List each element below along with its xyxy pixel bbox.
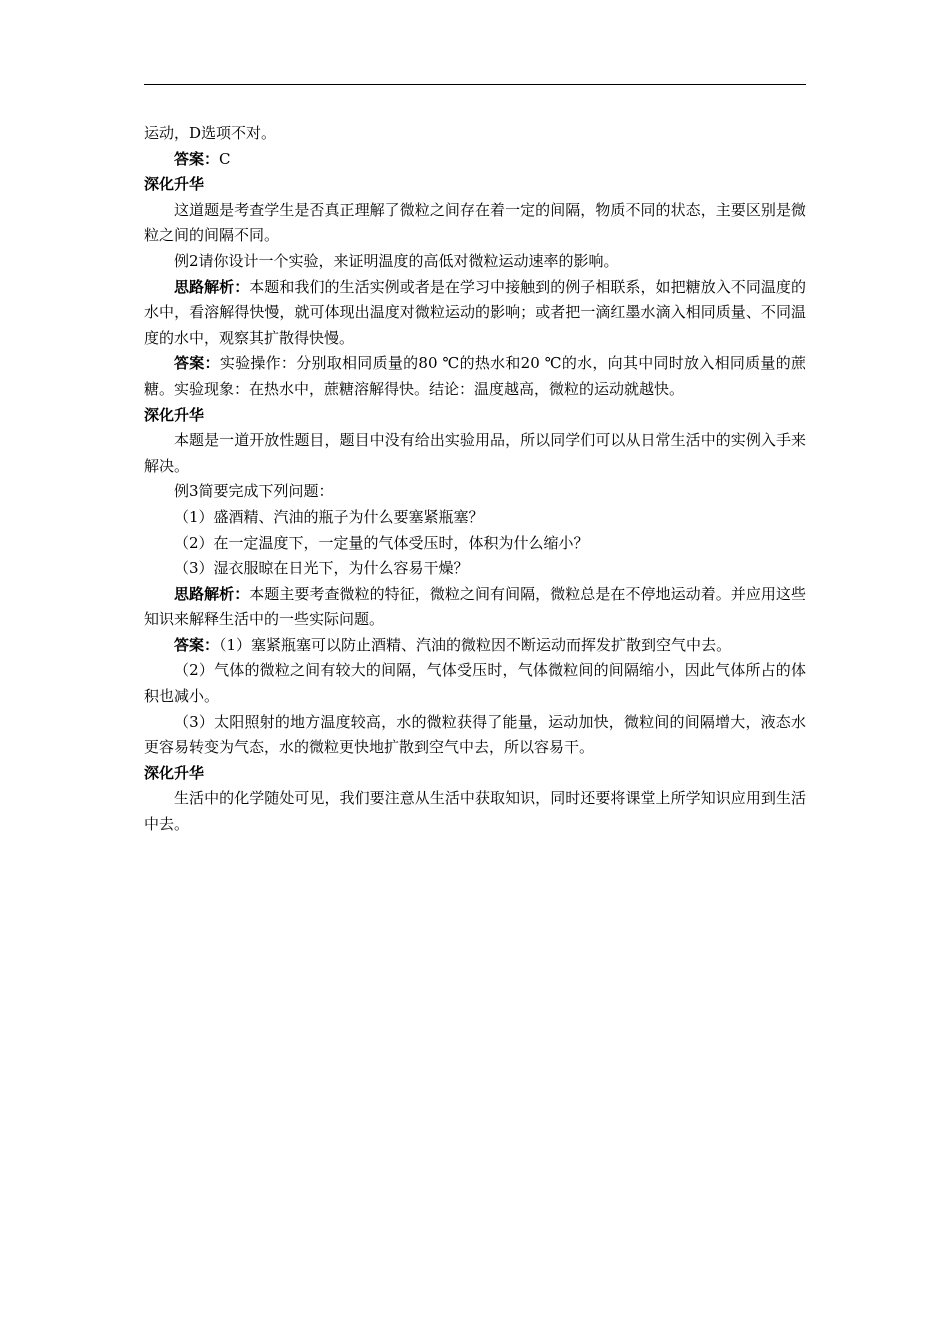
analysis-label: 思路解析： [174, 584, 250, 603]
section-heading: 深化升华 [144, 175, 205, 194]
example-question: 例3简要完成下列问题： [174, 482, 334, 501]
text-line: 运动，D选项不对。 [144, 124, 277, 142]
sub-question: （3）湿衣服晾在日光下，为什么容易干燥？ [174, 559, 469, 578]
answer-paragraph [144, 351, 806, 402]
analysis-paragraph [144, 275, 806, 352]
sub-question: （1）盛酒精、汽油的瓶子为什么要塞紧瓶塞？ [174, 507, 484, 526]
answer-label: 答案： [174, 354, 220, 373]
answer-paragraph: （2）气体的微粒之间有较大的间隔，气体受压时，气体微粒间的间隔缩小，因此气体所占的体积也减小。 [144, 661, 806, 706]
analysis-text: 本题和我们的生活实例或者是在学习中接触到的例子相联系，如把糖放入不同温度的水中，看溶解得快慢，就可体现出温度对微粒运动的影响；或者把一滴红墨水滴入相同质量、不同温度的水中，观察其扩散得快慢。 [144, 277, 806, 347]
answer-text: （1）塞紧瓶塞可以防止酒精、汽油的微粒因不断运动而挥发扩散到空气中去。 [219, 635, 732, 654]
header-rule [144, 84, 806, 85]
section-heading: 深化升华 [144, 763, 205, 782]
paragraph: 这道题是考查学生是否真正理解了微粒之间存在着一定的间隔，物质不同的状态，主要区别是微粒之间的间隔不同。 [144, 200, 806, 245]
analysis-text: 本题主要考查微粒的特征，微粒之间有间隔，微粒总是在不停地运动着。并应用这些知识来解释生活中的一些实际问题。 [144, 584, 806, 629]
analysis-paragraph [144, 582, 806, 633]
answer-line [144, 147, 806, 173]
paragraph: 本题是一道开放性题目，题目中没有给出实验用品，所以同学们可以从日常生活中的实例入手来解决。 [144, 431, 806, 475]
answer-label: 答案： [174, 635, 220, 654]
sub-question: （2）在一定温度下，一定量的气体受压时，体积为什么缩小？ [174, 533, 589, 552]
document-body [144, 121, 806, 838]
analysis-label: 思路解析： [174, 277, 250, 296]
answer-paragraph [144, 633, 806, 659]
paragraph: 生活中的化学随处可见，我们要注意从生活中获取知识，同时还要将课堂上所学知识应用到生活中去。 [144, 789, 806, 834]
answer-paragraph: （3）太阳照射的地方温度较高，水的微粒获得了能量，运动加快，微粒间的间隔增大，液态水更容易转变为气态，水的微粒更快地扩散到空气中去，所以容易干。 [144, 712, 806, 757]
section-heading: 深化升华 [144, 405, 205, 424]
answer-text: 实验操作：分别取相同质量的80 ℃的热水和20 ℃的水，向其中同时放入相同质量的蔗糖。实验现象：在热水中，蔗糖溶解得快。结论：温度越高，微粒的运动就越快。 [144, 354, 806, 398]
example-question: 例2请你设计一个实验，来证明温度的高低对微粒运动速率的影响。 [174, 251, 619, 270]
answer-value: C [219, 149, 231, 168]
answer-label: 答案： [174, 149, 220, 168]
